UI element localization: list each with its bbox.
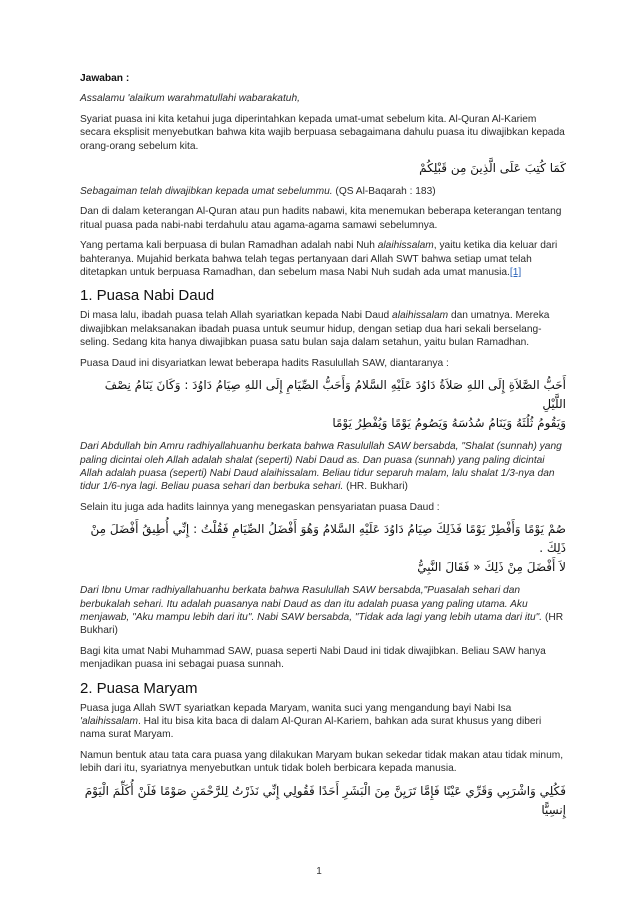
verse-translation (80, 185, 566, 198)
arabic-line: وَيَقُومُ ثُلُثَهُ وَيَنَامُ سُدُسَهُ وَيَصُومُ يَوْمًا وَيُفْطِرُ يَوْمًا (332, 416, 566, 431)
arabic-verse-maryam: فَكُلِي وَاشْرَبِي وَقَرِّي عَيْنًا فَإِمَّا تَرَيِنَّ مِنَ الْبَشَرِ أَحَدًا فَقُولِي إِنِّي نَذَرْتُ لِلرَّحْمَنِ صَوْمًا فَلَنْ أُكَلِّمَ الْيَوْمَ إِنسِيًّا (84, 783, 566, 817)
footnote-link[interactable]: [1] (509, 267, 522, 279)
translation-reference: (HR. Bukhari) (343, 481, 408, 493)
document-body (80, 72, 566, 820)
translation-text: Dari Abdullah bin Amru radhiyallahuanhu berkata bahwa Rasulullah SAW bersabda, "Shalat (sunnah) yang paling dicintai oleh Allah adalah shalat (seperti) Nabi Daud as. Dan puasa (sunnah) yang paling dicintai Allah adalah puasa (seperti) Nabi Daud alaihissalam. Beliau tidur separuh malam, lalu shalat 1/3-nya dan tidur 1/6-nya lagi. Beliau puasa sehari dan berbuka sehari. (80, 441, 562, 493)
paragraph-daud-intro (80, 309, 566, 349)
arabic-hadits-daud-2 (80, 520, 566, 577)
text-segment-italic: 'alaihissalam (80, 715, 139, 727)
text-segment-italic: alaihissalam (377, 240, 434, 252)
text-segment: . Hal itu bisa kita baca di dalam Al-Quran Al-Kariem, bahkan ada surat khusus yang diberi nama surat Maryam. (80, 715, 542, 741)
arabic-line: لاَ أَفْضَلَ مِنْ ذَلِكَ « فَقَالَ النَّبِيُّ (417, 560, 566, 575)
hadits-translation-2 (80, 584, 566, 638)
page-number: 1 (316, 866, 322, 877)
paragraph-daud-hadits-intro: Puasa Daud ini disyariatkan lewat beberapa hadits Rasulullah SAW, diantaranya : (80, 357, 449, 369)
arabic-hadits-daud-1 (80, 376, 566, 433)
text-segment: Yang pertama kali berpuasa di bulan Ramadhan adalah nabi Nuh (80, 240, 378, 252)
text-segment: , yaitu ketika dia keluar dari bahteranya. Mujahid berkata bahwa telah tegas pertanyaan dari Allah SWT bahwa setiap umat telah ditetapkan untuk berpuasa Ramadhan, dan sebelum masa Nabi Nuh sudah ada umat manusia. (80, 240, 558, 279)
text-segment: Di masa lalu, ibadah puasa telah Allah syariatkan kepada Nabi Daud (80, 310, 393, 322)
text-segment-italic: alaihissalam (392, 310, 449, 322)
text-segment: dan umatnya. Mereka diwajibkan melaksanakan ibadah puasa untuk seumur hidup, dengan setiap dua hari sekali berselang-seling. Sedang kita hanya diwajibkan puasa satu bulan saja dalam setahun, yaitu bulan Ramadhan. (80, 310, 550, 349)
paragraph-hadits-lain: Selain itu juga ada hadits lainnya yang menegaskan pensyariatan puasa Daud : (80, 501, 440, 513)
paragraph-keterangan: Dan di dalam keterangan Al-Quran atau pun hadits nabawi, kita menemukan beberapa keterangan tentang ritual puasa pada nabi-nabi terdahulu atau agama-agama samawi sebelumnya. (80, 206, 562, 231)
arabic-verse-baqarah: كَمَا كُتِبَ عَلَى الَّذِينَ مِن قَبْلِكُمْ (419, 161, 566, 176)
section-title-puasa-nabi-daud: 1. Puasa Nabi Daud (80, 287, 215, 305)
translation-text: Sebagaiman telah diwajibkan kepada umat sebelummu. (80, 186, 333, 198)
paragraph-maryam-intro (80, 702, 566, 742)
paragraph-sunnah: Bagi kita umat Nabi Muhammad SAW, puasa seperti Nabi Daud ini tidak diwajibkan. Beliau SAW hanya menjadikan puasa ini sebagai puasa sunnah. (80, 645, 546, 671)
hadits-translation-1 (80, 440, 566, 494)
paragraph-maryam-tata-cara: Namun bentuk atau tata cara puasa yang dilakukan Maryam bukan sekedar tidak makan atau tidak minum, lebih dari itu, syariatnya menyebutkan untuk tidak boleh berbicara kepada manusia. (80, 749, 564, 775)
paragraph-nabi-nuh (80, 239, 566, 279)
arabic-line: أَحَبُّ الصَّلاَةِ إِلَى اللهِ صَلاَةُ دَاوُدَ عَلَيْهِ السَّلامُ وَأَحَبُّ الصِّيَامِ إِلَى اللهِ صِيَامُ دَاوُدَ : وَكَانَ يَنَامُ نِصْفَ اللَّيْلِ (104, 378, 566, 412)
arabic-line: صُمْ يَوْمًا وَأَفْطِرْ يَوْمًا فَذَلِكَ صِيَامُ دَاوُدَ عَلَيْهِ السَّلامُ وَهُوَ أَفْضَلُ الصِّيَامِ فَقُلْتُ : إِنِّي أُطِيقُ أَفْضَلَ مِنْ ذَلِكَ . (90, 522, 566, 556)
translation-text: Dari Ibnu Umar radhiyallahuanhu berkata bahwa Rasulullah SAW bersabda,"Puasalah sehari dan berbukalah sehari. Itu adalah puasanya nabi Daud as dan itu adalah puasa yang paling utama. Aku menjawab, "Aku mampu lebih dari itu". Nabi SAW bersabda, "Tidak ada lagi yang lebih utama dari itu". (80, 585, 543, 623)
salam-line: Assalamu 'alaikum warahmatullahi wabarakatuh, (80, 93, 300, 105)
section-title-puasa-maryam: 2. Puasa Maryam (80, 679, 198, 697)
translation-reference: (QS Al-Baqarah : 183) (332, 186, 436, 198)
translation-reference: (HR Bukhari) (80, 611, 564, 637)
answer-heading: Jawaban : (80, 73, 130, 84)
text-segment: Puasa juga Allah SWT syariatkan kepada Maryam, wanita suci yang mengandung bayi Nabi Isa (80, 702, 512, 714)
intro-paragraph: Syariat puasa ini kita ketahui juga diperintahkan kepada umat-umat sebelum kita. Al-Quran Al-Kariem secara eksplisit menyebutkan bahwa kita wajib berpuasa sebagaimana dahulu puasa itu diwajibkan kepada orang-orang sebelum kita. (80, 113, 565, 152)
